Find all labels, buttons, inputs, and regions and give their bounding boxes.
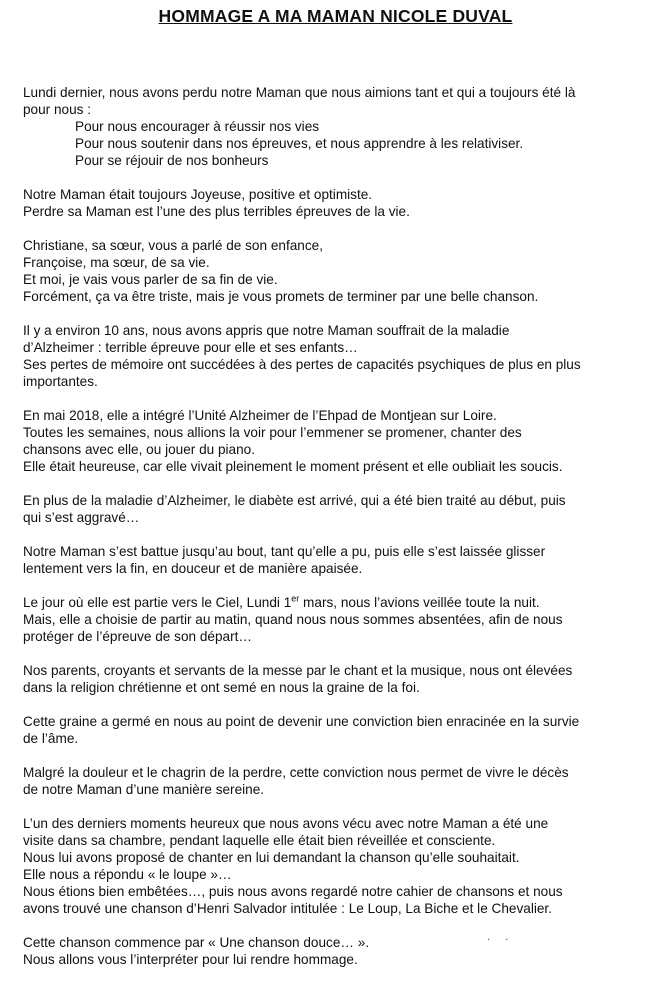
ordinal-superscript: er <box>291 593 300 604</box>
text-line: pour nous : <box>23 102 92 117</box>
text-line: Nous lui avons proposé de chanter en lui demandant la chanson qu’elle souhaitait. <box>23 850 520 865</box>
text-line: importantes. <box>23 374 98 389</box>
text-line: d’Alzheimer : terrible épreuve pour elle et ses enfants… <box>23 340 358 355</box>
text-line: protéger de l’épreuve de son départ… <box>23 629 252 644</box>
text-line: Christiane, sa sœur, vous a parlé de son enfance, <box>23 238 323 253</box>
text-line: Ses pertes de mémoire ont succédées à des pertes de capacités psychiques de plus en plus <box>23 357 581 372</box>
text-line: Elle nous a répondu « le loupe »… <box>23 867 232 882</box>
text-line: Cette chanson commence par « Une chanson douce… ». <box>23 935 370 950</box>
text-line: Cette graine a germé en nous au point de devenir une conviction bien enracinée en la survie <box>23 714 580 729</box>
text-line: L’un des derniers moments heureux que nous avons vécu avec notre Maman a été une <box>23 816 549 831</box>
text-line: lentement vers la fin, en douceur et de manière apaisée. <box>23 561 363 576</box>
scan-specks: · · <box>487 934 515 945</box>
text-line: qui s’est aggravé… <box>23 510 140 525</box>
text-line: Et moi, je vais vous parler de sa fin de vie. <box>23 272 278 287</box>
document-body <box>23 84 663 968</box>
text-line: Notre Maman s’est battue jusqu’au bout, tant qu’elle a pu, puis elle s’est laissée glisser <box>23 544 546 559</box>
text-line: Lundi dernier, nous avons perdu notre Maman que nous aimions tant et qui a toujours été là <box>23 85 576 100</box>
text-line: chansons avec elle, ou jouer du piano. <box>23 442 256 457</box>
text-line: de l’âme. <box>23 731 79 746</box>
indented-line: Pour nous soutenir dans nos épreuves, et nous apprendre à les relativiser. <box>75 136 524 151</box>
text-line: Nous allons vous l’interpréter pour lui rendre hommage. <box>23 952 358 967</box>
text-line: visite dans sa chambre, pendant laquelle elle était bien réveillée et consciente. <box>23 833 496 848</box>
text-line <box>23 594 663 611</box>
text-line: Toutes les semaines, nous allions la voir pour l’emmener se promener, chanter des <box>23 425 522 440</box>
text-line: dans la religion chrétienne et ont semé en nous la graine de la foi. <box>23 680 420 695</box>
indented-line: Pour nous encourager à réussir nos vies <box>75 119 320 134</box>
text-line: En plus de la maladie d’Alzheimer, le diabète est arrivé, qui a été bien traité au début, puis <box>23 493 566 508</box>
text-line: En mai 2018, elle a intégré l’Unité Alzheimer de l’Ehpad de Montjean sur Loire. <box>23 408 497 423</box>
text-fragment: mars, nous l’avions veillée toute la nuit. <box>299 595 540 610</box>
text-line: Elle était heureuse, car elle vivait pleinement le moment présent et elle oubliait les soucis. <box>23 459 563 474</box>
text-line: Notre Maman était toujours Joyeuse, positive et optimiste. <box>23 187 373 202</box>
text-line: avons trouvé une chanson d’Henri Salvador intitulée : Le Loup, La Biche et le Chevalier. <box>23 901 552 916</box>
text-line: Forcément, ça va être triste, mais je vous promets de terminer par une belle chanson. <box>23 289 539 304</box>
text-line: Nos parents, croyants et servants de la messe par le chant et la musique, nous ont élevées <box>23 663 573 678</box>
text-line: Malgré la douleur et le chagrin de la perdre, cette conviction nous permet de vivre le décès <box>23 765 569 780</box>
text-line: de notre Maman d’une manière sereine. <box>23 782 265 797</box>
text-line: Mais, elle a choisie de partir au matin, quand nous nous sommes absentées, afin de nous <box>23 612 563 627</box>
text-line: Il y a environ 10 ans, nous avons appris que notre Maman souffrait de la maladie <box>23 323 510 338</box>
text-fragment: Le jour où elle est partie vers le Ciel, Lundi 1 <box>23 595 292 610</box>
indented-line: Pour se réjouir de nos bonheurs <box>75 153 269 168</box>
page-title: HOMMAGE A MA MAMAN NICOLE DUVAL <box>158 6 513 26</box>
text-line: Françoise, ma sœur, de sa vie. <box>23 255 210 270</box>
text-line: Perdre sa Maman est l’une des plus terribles épreuves de la vie. <box>23 204 410 219</box>
text-line: Nous étions bien embêtées…, puis nous avons regardé notre cahier de chansons et nous <box>23 884 563 899</box>
